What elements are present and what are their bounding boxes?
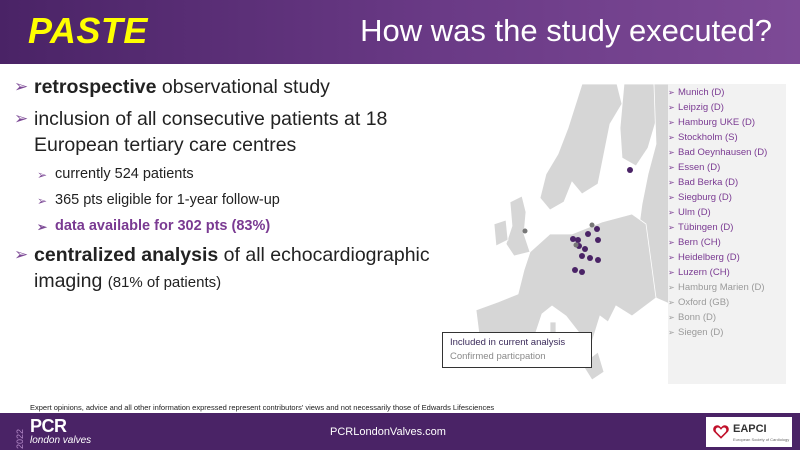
city-arrow-icon: ➢	[668, 148, 675, 157]
city-item	[668, 326, 786, 339]
eapci-text: EAPCI	[733, 423, 767, 435]
bullet-list	[14, 74, 434, 302]
city-label: Hamburg UKE (D)	[678, 117, 756, 128]
site-dot-confirmed	[523, 229, 528, 234]
city-arrow-icon: ➢	[668, 103, 675, 112]
city-arrow-icon: ➢	[668, 238, 675, 247]
city-label: Bad Berka (D)	[678, 177, 739, 188]
map-legend	[442, 332, 592, 368]
city-arrow-icon: ➢	[668, 223, 675, 232]
city-arrow-icon: ➢	[668, 208, 675, 217]
city-item	[668, 206, 786, 219]
bullet-retrospective	[14, 74, 434, 100]
city-label: Hamburg Marien (D)	[678, 282, 765, 293]
site-dot	[585, 231, 591, 237]
city-list	[668, 84, 786, 384]
disclaimer-text: Expert opinions, advice and all other information expressed represent contributors' views and not necessarily those of Edwards Lifesciences	[30, 403, 495, 412]
footer-url[interactable]: PCRLondonValves.com	[330, 426, 446, 438]
bullet-arrow-icon: ➢	[14, 109, 29, 128]
site-dot	[627, 167, 633, 173]
city-item	[668, 296, 786, 309]
city-label: Munich (D)	[678, 87, 725, 98]
subbullet-arrow-icon: ➢	[37, 194, 48, 208]
city-label: Essen (D)	[678, 162, 721, 173]
header-bar	[0, 0, 800, 64]
city-item	[668, 101, 786, 114]
site-dot-confirmed	[590, 223, 595, 228]
bullet-arrow-icon: ➢	[14, 77, 29, 96]
city-item	[668, 161, 786, 174]
bullet-bold-text: retrospective	[34, 76, 157, 98]
city-label: Tübingen (D)	[678, 222, 734, 233]
city-label: Siegburg (D)	[678, 192, 732, 203]
city-arrow-icon: ➢	[668, 133, 675, 142]
city-item	[668, 266, 786, 279]
city-item	[668, 86, 786, 99]
city-arrow-icon: ➢	[668, 328, 675, 337]
legend-included: Included in current analysis	[450, 337, 566, 348]
city-item	[668, 191, 786, 204]
city-item	[668, 281, 786, 294]
city-item	[668, 176, 786, 189]
eapci-logo	[706, 417, 792, 447]
city-arrow-icon: ➢	[668, 313, 675, 322]
city-label: Ulm (D)	[678, 207, 711, 218]
year-vertical	[15, 415, 25, 449]
city-arrow-icon: ➢	[668, 163, 675, 172]
legend-confirmed: Confirmed particpation	[450, 351, 546, 362]
site-dot-confirmed	[574, 243, 579, 248]
city-item	[668, 131, 786, 144]
city-label: Bonn (D)	[678, 312, 717, 323]
bullet-inclusion	[14, 106, 434, 158]
site-dot	[570, 236, 576, 242]
slide-title: How was the study executed?	[360, 13, 772, 48]
map-scandinavia	[540, 84, 622, 210]
bullet-centralized	[14, 242, 434, 296]
site-dot	[587, 255, 593, 261]
city-label: Bern (CH)	[678, 237, 721, 248]
city-arrow-icon: ➢	[668, 118, 675, 127]
eapci-subtext: European Society of Cardiology	[733, 437, 790, 442]
pcr-logo: PCR	[30, 416, 67, 436]
subbullet-text: currently 524 patients	[55, 166, 194, 182]
bullet-text: of all echocardiographic imaging	[34, 244, 430, 292]
site-dot	[575, 237, 581, 243]
bullet-small-text: (81% of patients)	[107, 274, 222, 291]
city-arrow-icon: ➢	[668, 253, 675, 262]
city-label: Luzern (CH)	[678, 267, 730, 278]
study-brand: PASTE	[28, 10, 148, 51]
city-label: Stockholm (S)	[678, 132, 738, 143]
city-arrow-icon: ➢	[668, 283, 675, 292]
map-uk	[506, 196, 530, 256]
bullet-text: inclusion of all consecutive patients at 18 European tertiary care centres	[34, 108, 388, 156]
city-item	[668, 221, 786, 234]
site-dot	[579, 269, 585, 275]
footer-bar	[0, 413, 800, 450]
city-label: Heidelberg (D)	[678, 252, 740, 263]
bullet-text: observational study	[156, 76, 330, 98]
london-valves-logo: london valves	[30, 435, 92, 446]
city-arrow-icon: ➢	[668, 88, 675, 97]
bullet-arrow-icon: ➢	[14, 245, 29, 264]
site-dot	[582, 246, 588, 252]
city-arrow-icon: ➢	[668, 193, 675, 202]
bullet-bold-text: centralized analysis	[34, 244, 219, 266]
city-item	[668, 116, 786, 129]
site-dot	[572, 267, 578, 273]
city-label: Leipzig (D)	[678, 102, 724, 113]
city-item	[668, 251, 786, 264]
site-dot	[594, 226, 600, 232]
city-item	[668, 236, 786, 249]
subbullet-eligible	[37, 190, 434, 210]
city-item	[668, 146, 786, 159]
subbullet-arrow-icon: ➢	[37, 220, 48, 234]
subbullet-patients	[37, 164, 434, 184]
city-label: Bad Oeynhausen (D)	[678, 147, 768, 158]
city-label: Siegen (D)	[678, 327, 724, 338]
site-dot	[595, 237, 601, 243]
city-arrow-icon: ➢	[668, 298, 675, 307]
city-arrow-icon: ➢	[668, 268, 675, 277]
subbullet-data-available	[37, 216, 434, 236]
subbullet-text: 365 pts eligible for 1-year follow-up	[55, 192, 280, 208]
map-finland	[620, 84, 658, 166]
map-ireland	[494, 220, 508, 246]
heart-icon	[712, 423, 730, 441]
city-arrow-icon: ➢	[668, 178, 675, 187]
site-dot	[579, 253, 585, 259]
city-label: Oxford (GB)	[678, 297, 730, 308]
year-text: 2022	[15, 428, 25, 449]
subbullet-arrow-icon: ➢	[37, 168, 48, 182]
subbullet-text: data available for 302 pts (83%)	[55, 218, 271, 234]
site-dot	[595, 257, 601, 263]
city-item	[668, 311, 786, 324]
